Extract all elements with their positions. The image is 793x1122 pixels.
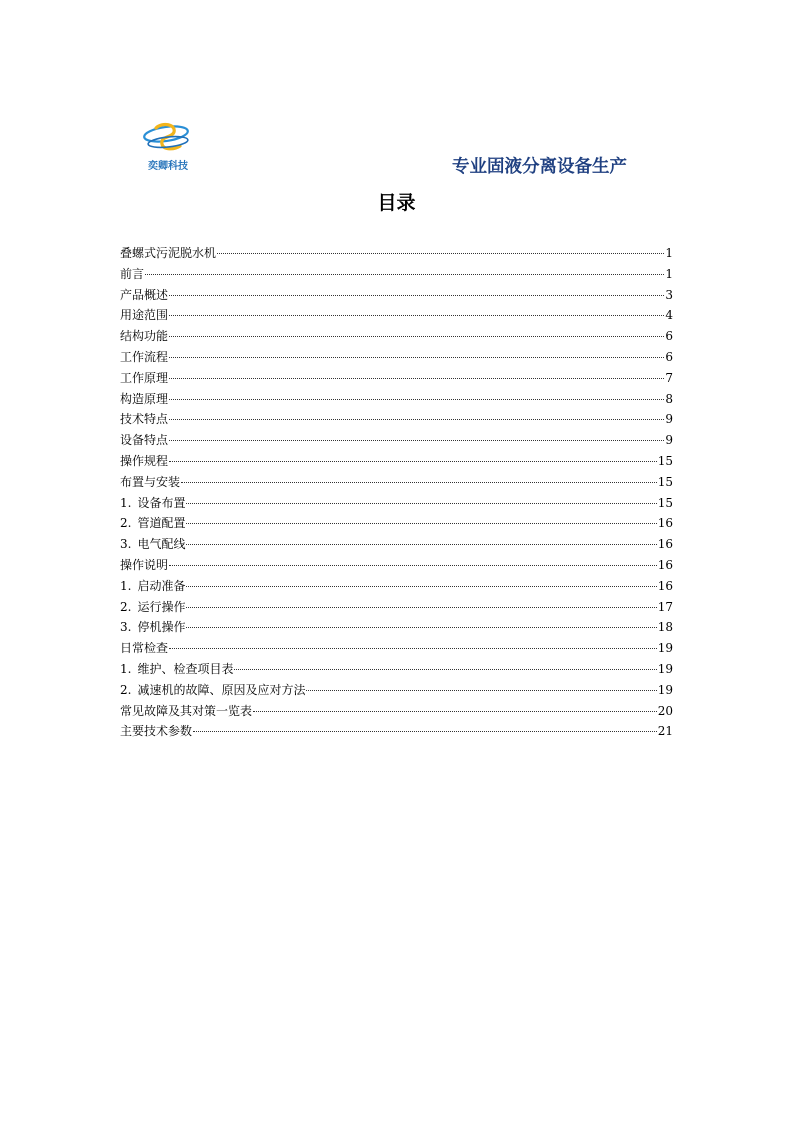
toc-leader-dots	[169, 356, 664, 358]
toc-entry[interactable]	[120, 638, 673, 659]
toc-entry[interactable]	[120, 347, 673, 368]
toc-entry-page: 17	[657, 599, 673, 614]
toc-entry[interactable]	[120, 493, 673, 514]
toc-entry-page: 6	[665, 349, 673, 364]
toc-entry-number: 2.	[120, 599, 132, 614]
toc-entry-page: 7	[665, 370, 673, 385]
toc-entry[interactable]	[120, 368, 673, 389]
logo-mark-icon	[140, 120, 196, 160]
toc-leader-dots	[186, 606, 656, 608]
toc-entry[interactable]	[120, 389, 673, 410]
toc-entry-text: 运行操作	[137, 599, 186, 614]
toc-leader-dots	[186, 502, 656, 504]
toc-entry-page: 19	[657, 682, 673, 697]
toc-leader-dots	[217, 252, 664, 254]
toc-leader-dots	[169, 460, 657, 462]
toc-leader-dots	[306, 689, 656, 691]
toc-entry[interactable]	[120, 409, 673, 430]
toc-entry-label	[120, 285, 168, 306]
toc-entry-page: 1	[665, 266, 673, 281]
toc-entry-page: 16	[657, 516, 673, 531]
toc-entry-page: 15	[657, 453, 673, 468]
toc-leader-dots	[169, 377, 664, 379]
toc-entry-page: 20	[657, 703, 673, 718]
toc-entry-label	[120, 243, 216, 264]
toc-entry-number: 3.	[120, 620, 132, 635]
toc-entry-label	[120, 347, 168, 368]
toc-entry-label	[120, 368, 168, 389]
toc-entry-text: 常见故障及其对策一览表	[120, 703, 253, 718]
toc-leader-dots	[169, 647, 657, 649]
toc-leader-dots	[145, 273, 664, 275]
toc-entry-page: 16	[657, 557, 673, 572]
toc-leader-dots	[169, 314, 664, 316]
toc-entry[interactable]	[120, 264, 673, 285]
toc-entry[interactable]	[120, 472, 673, 493]
toc-entry-text: 日常检查	[120, 641, 169, 656]
toc-entry-text: 电气配线	[137, 537, 186, 552]
toc-entry-page: 19	[657, 641, 673, 656]
company-logo	[140, 120, 196, 172]
toc-leader-dots	[234, 668, 656, 670]
toc-entry-label	[120, 680, 305, 701]
toc-entry-label	[120, 597, 185, 618]
toc-entry-text: 前言	[120, 266, 145, 281]
toc-entry-label	[120, 534, 185, 555]
toc-entry-text: 操作规程	[120, 453, 169, 468]
toc-entry-text: 启动准备	[137, 578, 186, 593]
toc-entry-label	[120, 555, 168, 576]
toc-entry-page: 3	[665, 287, 673, 302]
toc-entry[interactable]	[120, 701, 673, 722]
toc-entry-text: 设备特点	[120, 433, 169, 448]
toc-entry[interactable]	[120, 721, 673, 742]
toc-entry-number: 1.	[120, 495, 132, 510]
toc-entry-label	[120, 617, 185, 638]
toc-entry-page: 18	[657, 620, 673, 635]
toc-entry-page: 9	[665, 412, 673, 427]
toc-entry-text: 技术特点	[120, 412, 169, 427]
toc-entry[interactable]	[120, 451, 673, 472]
toc-entry-page: 1	[665, 246, 673, 260]
toc-entry-label	[120, 638, 168, 659]
toc-entry-number: 1.	[120, 661, 132, 676]
toc-entry-page: 6	[665, 329, 673, 344]
toc-entry[interactable]	[120, 680, 673, 701]
toc-entry[interactable]	[120, 659, 673, 680]
toc-entry-text: 构造原理	[120, 391, 169, 406]
toc-entry-text: 维护、检查项目表	[137, 661, 234, 676]
toc-entry-number: 1.	[120, 578, 132, 593]
toc-entry-text: 叠螺式污泥脱水机	[120, 246, 217, 260]
toc-entry-page: 4	[665, 308, 673, 323]
toc-entry-text: 设备布置	[137, 495, 186, 510]
toc-entry-text: 工作原理	[120, 370, 169, 385]
table-of-contents	[120, 243, 673, 742]
toc-entry-page: 19	[657, 661, 673, 676]
toc-entry[interactable]	[120, 285, 673, 306]
toc-leader-dots	[186, 543, 656, 545]
toc-entry-text: 产品概述	[120, 287, 169, 302]
toc-entry-label	[120, 576, 185, 597]
toc-entry-label	[120, 305, 168, 326]
toc-entry-number: 2.	[120, 682, 132, 697]
toc-leader-dots	[169, 294, 664, 296]
toc-entry-label	[120, 326, 168, 347]
toc-entry-page: 21	[657, 724, 673, 739]
toc-entry-number: 3.	[120, 537, 132, 552]
toc-entry[interactable]	[120, 430, 673, 451]
toc-entry[interactable]	[120, 534, 673, 555]
toc-entry[interactable]	[120, 576, 673, 597]
toc-leader-dots	[181, 481, 657, 483]
toc-entry[interactable]	[120, 617, 673, 638]
toc-entry-text: 布置与安装	[120, 474, 181, 489]
toc-leader-dots	[169, 418, 664, 420]
toc-leader-dots	[193, 730, 657, 732]
toc-leader-dots	[186, 522, 656, 524]
toc-entry-page: 9	[665, 433, 673, 448]
toc-leader-dots	[169, 398, 664, 400]
toc-entry-text: 用途范围	[120, 308, 169, 323]
toc-entry-text: 工作流程	[120, 349, 169, 364]
toc-entry[interactable]	[120, 326, 673, 347]
toc-entry-label	[120, 472, 180, 493]
toc-entry-page: 16	[657, 578, 673, 593]
toc-entry-label	[120, 659, 233, 680]
toc-leader-dots	[169, 564, 657, 566]
toc-leader-dots	[253, 710, 657, 712]
toc-entry[interactable]	[120, 597, 673, 618]
toc-entry-text: 结构功能	[120, 329, 169, 344]
toc-entry-label	[120, 389, 168, 410]
toc-leader-dots	[169, 335, 664, 337]
toc-entry-label	[120, 409, 168, 430]
logo-text: 奕卿科技	[148, 161, 188, 172]
toc-entry-label	[120, 721, 192, 742]
toc-entry[interactable]	[120, 243, 673, 264]
toc-entry-text: 减速机的故障、原因及应对方法	[137, 682, 306, 697]
toc-entry-label	[120, 451, 168, 472]
toc-entry-number: 2.	[120, 516, 132, 531]
toc-entry-text: 管道配置	[137, 516, 186, 531]
page-title: 目录	[377, 192, 416, 214]
toc-entry-page: 16	[657, 537, 673, 552]
toc-leader-dots	[186, 585, 656, 587]
toc-entry-label	[120, 264, 144, 285]
toc-leader-dots	[169, 439, 664, 441]
toc-entry-page: 8	[665, 391, 673, 406]
toc-entry[interactable]	[120, 513, 673, 534]
toc-entry-page: 15	[657, 495, 673, 510]
header-slogan: 专业固液分离设备生产	[452, 157, 627, 177]
toc-entry-label	[120, 513, 185, 534]
toc-entry-label	[120, 493, 185, 514]
toc-entry-label	[120, 430, 168, 451]
toc-entry-label	[120, 701, 252, 722]
toc-entry-text: 操作说明	[120, 557, 169, 572]
toc-leader-dots	[186, 626, 656, 628]
toc-entry[interactable]	[120, 305, 673, 326]
toc-entry-page: 15	[657, 474, 673, 489]
toc-entry-text: 主要技术参数	[120, 724, 193, 739]
toc-entry-text: 停机操作	[137, 620, 186, 635]
toc-entry[interactable]	[120, 555, 673, 576]
